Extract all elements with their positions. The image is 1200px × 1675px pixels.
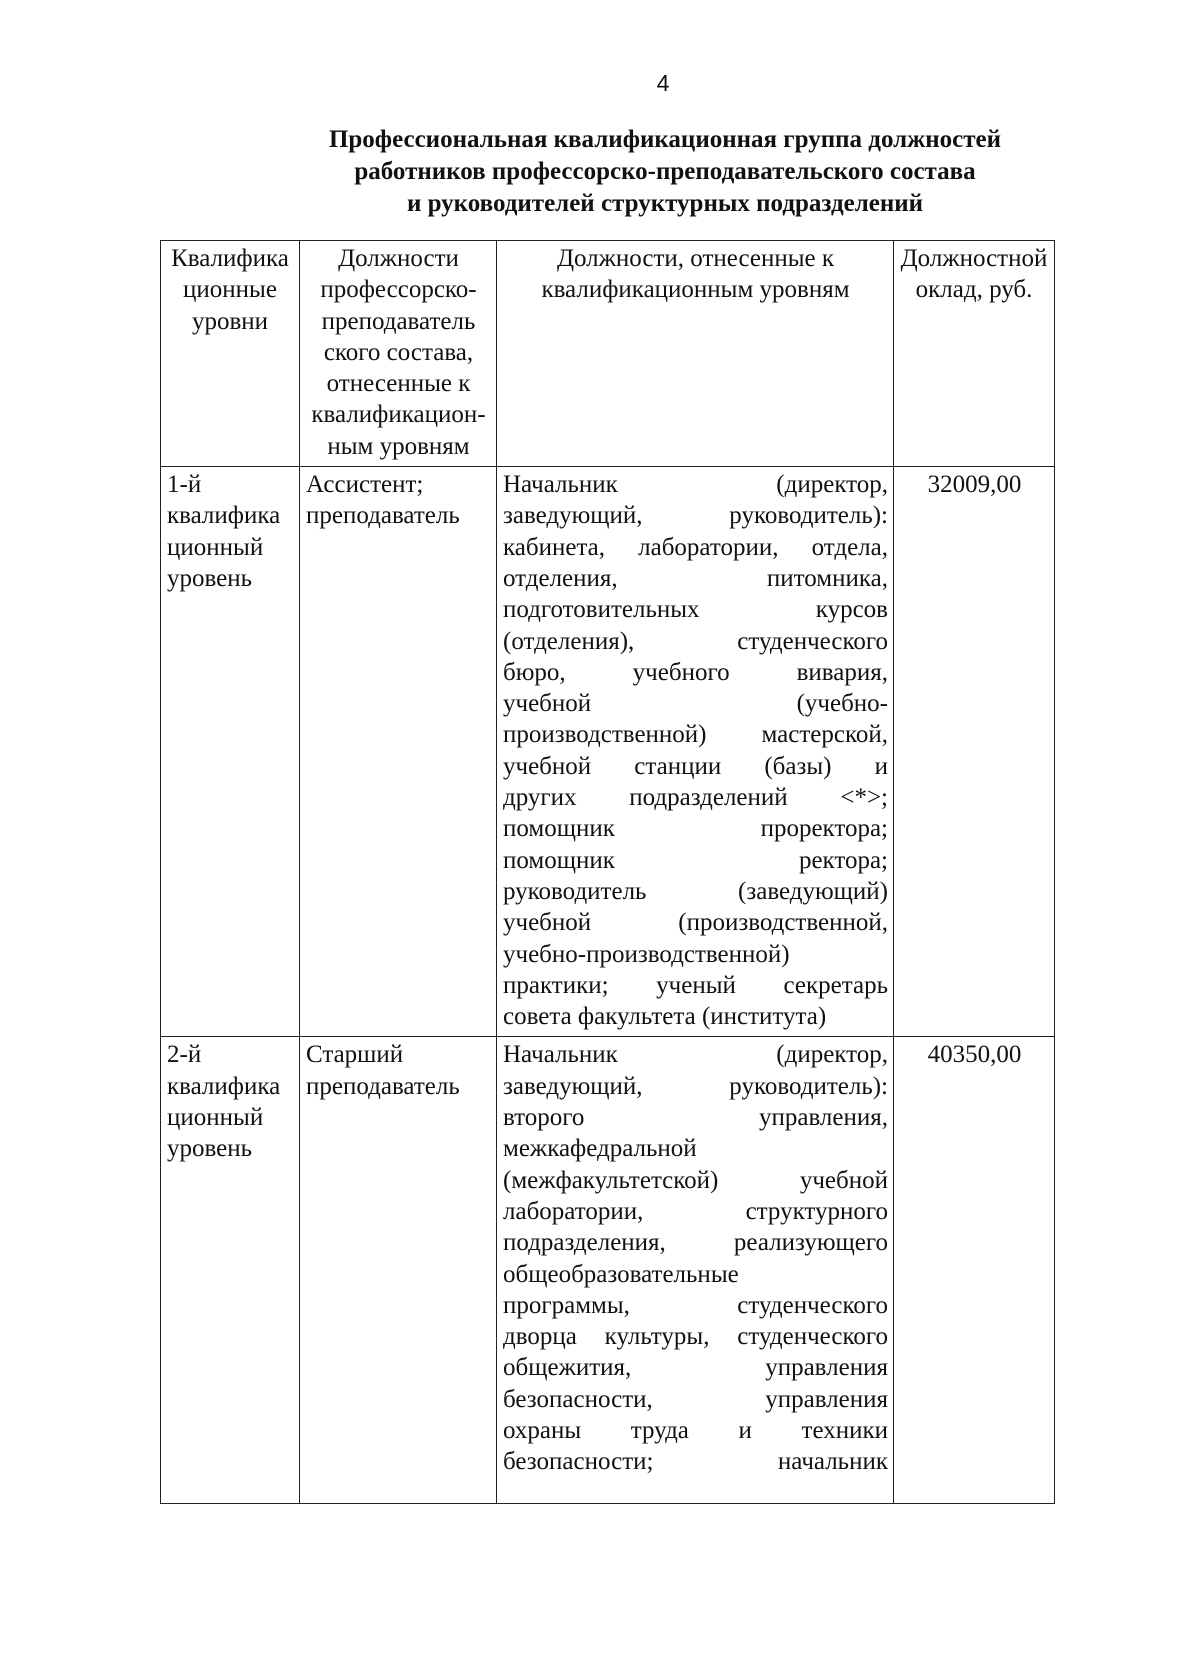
assigned-text-line: отделения, питомника, (503, 564, 888, 592)
cell-salary (894, 467, 1055, 1037)
level-text-line: квалифика (167, 502, 281, 530)
level-text-line: уровень (167, 1135, 253, 1163)
assigned-text-line: программы, студенческого (503, 1291, 888, 1319)
title-line-2: работников профессорско-преподавательского состава (354, 158, 976, 185)
cell-salary (894, 1037, 1055, 1504)
level-text-line: 1-й (167, 471, 202, 499)
assigned-text-line: общежития, управления (503, 1354, 888, 1382)
cell-level (161, 1037, 300, 1504)
assigned-text-line: учебно-производственной) (503, 940, 790, 968)
assigned-text-line: безопасности, управления (503, 1385, 888, 1413)
assigned-text-line: других подразделений <*>; (503, 784, 888, 812)
page-number: 4 (656, 70, 670, 96)
assigned-text-line: Начальник (директор, (503, 471, 888, 499)
header-qualification-levels (161, 241, 300, 467)
level-text-line: уровень (167, 564, 253, 592)
assigned-text-line: Начальник (директор, (503, 1041, 888, 1069)
document-title (150, 124, 1180, 220)
level-text-line: 2-й (167, 1041, 202, 1069)
assigned-text-line: кабинета, лаборатории, отдела, (503, 533, 888, 561)
assigned-text-line: (отделения), студенческого (503, 627, 888, 655)
assigned-text-line: лаборатории, структурного (503, 1197, 888, 1225)
header-salary (894, 241, 1055, 467)
assigned-text-line: помощник проректора; (503, 815, 888, 843)
header-text-line: Должности, отнесенные к (556, 245, 835, 272)
assigned-text-line: помощник ректора; (503, 846, 888, 874)
position-text-line: Старший (306, 1041, 404, 1069)
header-text-line: Квалифика (171, 245, 289, 272)
assigned-text-line: бюро, учебного вивария, (503, 658, 888, 686)
header-text-line: квалификацион- (311, 401, 486, 429)
assigned-text-line: практики; ученый секретарь (503, 971, 888, 999)
table-header-row (161, 241, 1055, 467)
position-text-line: преподаватель (306, 1072, 460, 1100)
level-text-line: ционный (167, 1104, 264, 1132)
header-text-line: ционные (183, 276, 277, 304)
assigned-text-line: общеобразовательные (503, 1260, 739, 1288)
cell-assigned-positions (497, 467, 894, 1037)
assigned-text-line: руководитель (заведующий) (503, 877, 888, 905)
table-row (161, 467, 1055, 1037)
assigned-text-line: заведующий, руководитель): (503, 502, 888, 530)
assigned-text-line: охраны труда и техники (503, 1416, 888, 1444)
assigned-text-line: подразделения, реализующего (503, 1229, 888, 1257)
header-text-line: отнесенные к (326, 370, 471, 398)
header-text-line: ского состава, (323, 338, 474, 366)
header-text-line: Должности (338, 245, 459, 272)
header-text-line: уровни (191, 307, 269, 335)
cell-assigned-positions (497, 1037, 894, 1504)
assigned-text-line: безопасности; начальник (503, 1448, 888, 1476)
assigned-text-line: совета факультета (института) (503, 1003, 827, 1031)
header-text-line: Должностной (900, 245, 1048, 272)
assigned-text-line: производственной) мастерской, (503, 721, 888, 749)
header-text-line: преподаватель (321, 307, 476, 335)
title-line-3: и руководителей структурных подразделений (406, 190, 924, 217)
header-text-line: квалификационным уровням (541, 276, 850, 304)
assigned-text-line: учебной (производственной, (503, 909, 888, 937)
cell-positions (300, 467, 497, 1037)
assigned-text-line: учебной (учебно- (503, 690, 888, 718)
assigned-text-line: подготовительных курсов (503, 596, 888, 624)
level-text-line: ционный (167, 533, 264, 561)
header-assigned-positions (497, 241, 894, 467)
assigned-text-line: межкафедральной (503, 1135, 697, 1163)
assigned-text-line: дворца культуры, студенческого (503, 1323, 888, 1351)
cell-positions (300, 1037, 497, 1504)
header-text-line: оклад, руб. (915, 276, 1033, 304)
salary-value: 40350,00 (927, 1041, 1022, 1069)
salary-value: 32009,00 (927, 471, 1022, 499)
header-text-line: профессорско- (320, 276, 477, 304)
cell-level (161, 467, 300, 1037)
level-text-line: квалифика (167, 1072, 281, 1100)
header-text-line: ным уровням (327, 432, 470, 460)
assigned-text-line: второго управления, (503, 1104, 888, 1132)
title-line-1: Профессиональная квалификационная группа должностей (328, 126, 1002, 153)
assigned-text-line: заведующий, руководитель): (503, 1072, 888, 1100)
table-row (161, 1037, 1055, 1504)
position-text-line: преподаватель (306, 502, 460, 530)
header-faculty-positions (300, 241, 497, 467)
assigned-text-line: учебной станции (базы) и (503, 752, 888, 780)
qualification-table (160, 240, 1055, 1504)
position-text-line: Ассистент; (306, 471, 424, 499)
assigned-text-line: (межфакультетской) учебной (503, 1166, 888, 1194)
